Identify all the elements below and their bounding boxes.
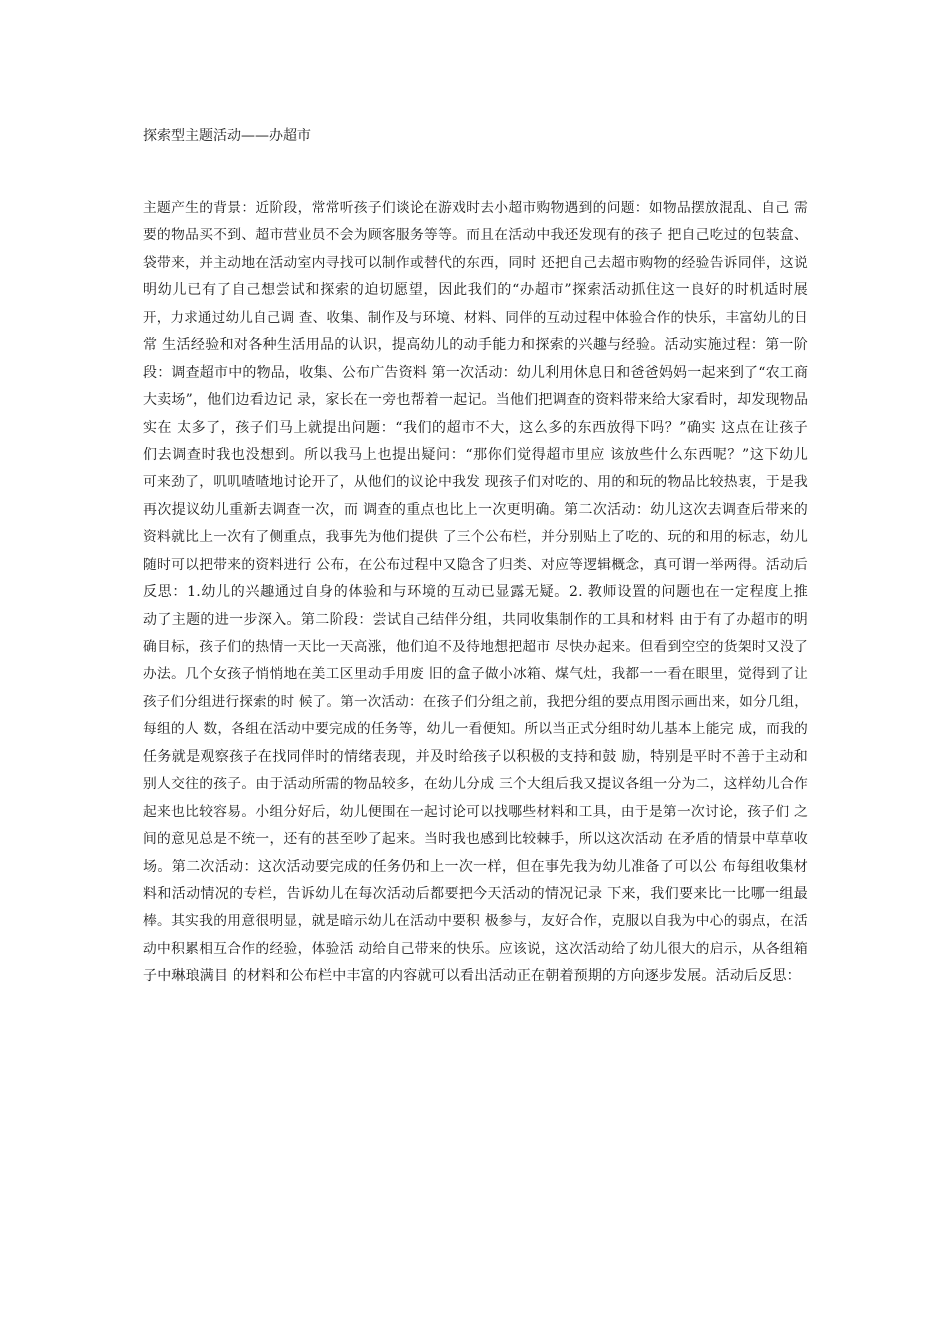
body-text-line: 再次提议幼儿重新去调查一次，而 调查的重点也比上一次更明确。第二次活动：幼儿这次去调查后带来的	[143, 501, 808, 518]
body-text-line: 大卖场”，他们边看边记 录，家长在一旁也帮着一起记。当他们把调查的资料带来给大家看时，却发现物品	[143, 392, 809, 409]
document-title: 探索型主题活动——办超市	[143, 128, 311, 144]
body-text-line: 实在 太多了，孩子们马上就提出问题：“我们的超市不大，这么多的东西放得下吗？”确实 这点在让孩子	[143, 419, 808, 436]
body-text-line: 明幼儿已有了自己想尝试和探索的迫切愿望，因此我们的“办超市”探索活动抓住这一良好的时机适时展	[143, 282, 808, 299]
document-body	[143, 198, 808, 994]
body-text-line: 每组的人 数，各组在活动中要完成的任务等，幼儿一看便知。所以当正式分组时幼儿基本上能完 成，而我的	[143, 721, 808, 738]
body-text-line: 棒。其实我的用意很明显，就是暗示幼儿在活动中要积 极参与，友好合作，克服以自我为中心的弱点，在活	[143, 913, 808, 930]
body-text-line: 起来也比较容易。小组分好后，幼儿便围在一起讨论可以找哪些材料和工具，由于是第一次讨论，孩子们 之	[143, 803, 808, 820]
body-text-line: 主题产生的背景：近阶段，常常听孩子们谈论在游戏时去小超市购物遇到的问题：如物品摆放混乱、自己 需	[143, 200, 808, 216]
body-text-line: 常 生活经验和对各种生活用品的认识，提高幼儿的动手能力和探索的兴趣与经验。活动实施过程：第一阶	[143, 337, 808, 354]
body-text-line: 场。第二次活动：这次活动要完成的任务仍和上一次一样，但在事先我为幼儿准备了可以公 布每组收集材	[143, 858, 808, 875]
body-text-line: 确目标，孩子们的热情一天比一天高涨，他们迫不及待地想把超市 尽快办起来。但看到空空的货架时又没了	[143, 639, 808, 655]
body-text-line: 任务就是观察孩子在找同伴时的情绪表现，并及时给孩子以积极的支持和鼓 励，特别是平时不善于主动和	[143, 748, 808, 765]
body-text-line: 开，力求通过幼儿自己调 查、收集、制作及与环境、材料、同伴的互动过程中体验合作的快乐，丰富幼儿的日	[143, 309, 808, 326]
body-text-line: 随时可以把带来的资料进行 公布，在公布过程中又隐含了归类、对应等逻辑概念，真可谓一举两得。活动后	[143, 556, 808, 573]
body-text-line: 可来劲了，叽叽喳喳地讨论开了，从他们的议论中我发 现孩子们对吃的、用的和玩的物品比较热衷，于是我	[143, 474, 808, 491]
body-text-line: 要的物品买不到、超市营业员不会为顾客服务等等。而且在活动中我还发现有的孩子 把自己吃过的包装盒、	[143, 227, 808, 244]
body-text-line: 孩子们分组进行探索的时 候了。第一次活动：在孩子们分组之前，我把分组的要点用图示画出来，如分几组，	[143, 693, 808, 710]
body-text-line: 办法。几个女孩子悄悄地在美工区里动手用废 旧的盒子做小冰箱、煤气灶，我都一一看在眼里，觉得到了让	[143, 666, 808, 683]
body-text-line: 动中积累相互合作的经验，体验活 动给自己带来的快乐。应该说，这次活动给了幼儿很大的启示，从各组箱	[143, 940, 808, 957]
body-text-line: 袋带来，并主动地在活动室内寻找可以制作或替代的东西，同时 还把自己去超市购物的经验告诉同伴，这说	[143, 254, 808, 271]
body-text-line: 料和活动情况的专栏，告诉幼儿在每次活动后都要把今天活动的情况记录 下来，我们要来比一比哪一组最	[143, 885, 808, 902]
body-text-line: 子中琳琅满目 的材料和公布栏中丰富的内容就可以看出活动正在朝着预期的方向逐步发展。活动后反思：	[143, 968, 801, 985]
body-text-line: 间的意见总是不统一，还有的甚至吵了起来。当时我也感到比较棘手，所以这次活动 在矛盾的情景中草草收	[143, 831, 808, 848]
body-text-line: 们去调查时我也没想到。所以我马上也提出疑问：“那你们觉得超市里应 该放些什么东西呢？”这下幼儿	[143, 446, 808, 463]
body-text-line: 段：调查超市中的物品，收集、公布广告资料 第一次活动：幼儿利用休息日和爸爸妈妈一起来到了“农工商	[143, 364, 809, 381]
body-text-line: 动了主题的进一步深入。第二阶段：尝试自己结伴分组，共同收集制作的工具和材料 由于有了办超市的明	[143, 611, 808, 628]
body-text-line: 资料就比上一次有了侧重点，我事先为他们提供 了三个公布栏，并分别贴上了吃的、玩的和用的标志，幼儿	[143, 529, 808, 546]
body-text-line: 别人交往的孩子。由于活动所需的物品较多，在幼儿分成 三个大组后我又提议各组一分为二，这样幼儿合作	[143, 776, 808, 793]
body-text-line: 反思：1.幼儿的兴趣通过自身的体验和与环境的互动已显露无疑。2. 教师设置的问题也在一定程度上推	[143, 584, 808, 601]
